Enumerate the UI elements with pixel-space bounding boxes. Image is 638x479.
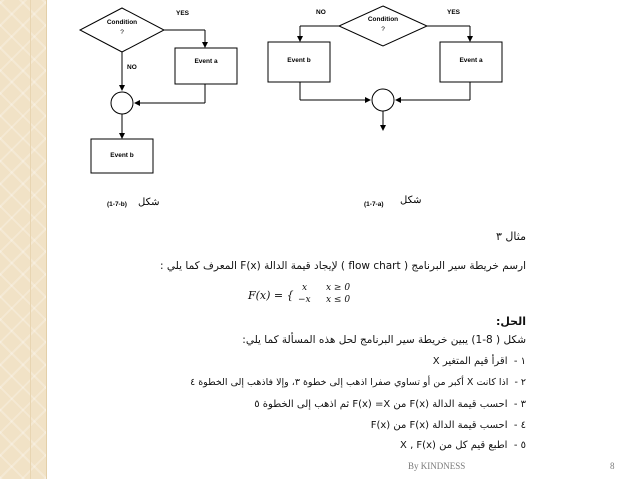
example-task: ارسم خريطة سير البرنامج ( flow chart ) لإيجاد قيمة الدالة F(x) المعرف كما يلي : bbox=[160, 260, 526, 272]
left-event-a-box bbox=[175, 48, 237, 84]
left-event-a-label: Event a bbox=[194, 58, 218, 65]
step-number: ٥ - bbox=[513, 440, 526, 451]
flowchart-diagrams bbox=[0, 0, 638, 230]
formula-case2-value: −x bbox=[298, 295, 311, 305]
right-event-b-label: Event b bbox=[287, 57, 311, 64]
step-1 bbox=[433, 356, 526, 367]
example-heading: مثال ٣ bbox=[496, 230, 526, 243]
flowchart-right bbox=[268, 6, 502, 208]
left-yes-label: YES bbox=[176, 10, 190, 17]
step-2 bbox=[190, 377, 526, 388]
step-5 bbox=[400, 440, 526, 451]
step-number: ٣ - bbox=[513, 399, 526, 410]
right-caption-code: (1-7-a) bbox=[364, 201, 384, 208]
right-connector-circle bbox=[372, 89, 394, 111]
step-4 bbox=[371, 420, 526, 431]
left-event-b-label: Event b bbox=[110, 152, 134, 159]
step-number: ١ - bbox=[513, 356, 526, 367]
footer-author: By KINDNESS bbox=[408, 461, 466, 471]
formula-case1-value: x bbox=[302, 283, 308, 293]
step-3 bbox=[254, 399, 526, 410]
step-text: احسب قيمة الدالة F(x) من F(x) bbox=[370, 420, 508, 431]
right-condition-label: Condition bbox=[367, 16, 399, 23]
right-condition-question: ? bbox=[381, 26, 385, 33]
left-caption-word: شكل bbox=[138, 197, 160, 208]
solution-heading: الحل: bbox=[495, 315, 526, 328]
step-number: ٤ - bbox=[513, 420, 526, 431]
page-number: 8 bbox=[610, 461, 615, 471]
step-text: اقرأ قيم المتغير X bbox=[432, 356, 508, 367]
formula-lhs: F(x) = { bbox=[248, 289, 294, 302]
right-event-a-label: Event a bbox=[459, 57, 483, 64]
left-condition-question: ? bbox=[120, 29, 124, 36]
right-yes-label: YES bbox=[447, 9, 461, 16]
formula-case2-condition: x ≤ 0 bbox=[326, 295, 351, 305]
left-caption-code: (1-7-b) bbox=[107, 201, 127, 208]
formula-case1-condition: x ≥ 0 bbox=[326, 283, 351, 293]
right-caption-word: شكل bbox=[400, 195, 422, 206]
left-connector-circle bbox=[111, 92, 133, 114]
right-no-label: NO bbox=[316, 9, 326, 16]
left-condition-label: Condition bbox=[106, 19, 138, 26]
step-number: ٢ - bbox=[514, 377, 526, 388]
solution-intro: شكل ( 8-1) يبين خريطة سير البرنامج لحل هذه المسألة كما يلي: bbox=[242, 334, 526, 346]
step-text: اطبع قيم كل من X , F(x) bbox=[400, 440, 508, 451]
left-no-label: NO bbox=[127, 64, 137, 71]
step-text: احسب قيمة الدالة F(x) من F(x) =X ثم اذهب إلى الخطوة ٥ bbox=[254, 399, 508, 410]
flowchart-left bbox=[80, 8, 237, 208]
step-text: اذا كانت X أكبر من أو تساوي صفرا اذهب إلى خطوة ٣، وإلا فاذهب إلى الخطوة ٤ bbox=[190, 377, 509, 388]
